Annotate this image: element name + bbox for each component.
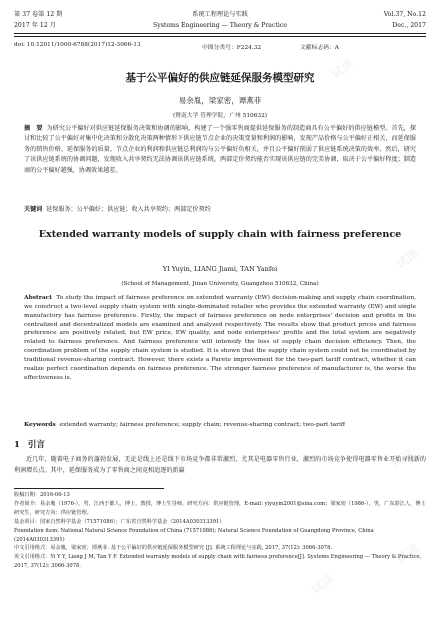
date-cn: 2017 年 12 月 xyxy=(14,22,56,29)
journal-en: Systems Engineering — Theory & Practice xyxy=(152,22,288,29)
authors-en: YI Yuyin, LIANG Jiami, TAN Yanfei xyxy=(162,265,278,273)
volume-cn: 第 37 卷第 12 期 xyxy=(14,11,63,18)
section-heading xyxy=(14,438,53,450)
footnotes xyxy=(14,491,426,571)
doi: doi: 10.12011/1000-6788(2017)12-3066-13 xyxy=(14,42,141,48)
keywords-cn-label: 关键词 xyxy=(24,206,43,213)
section-title: 引言 xyxy=(27,440,45,450)
journal-cn: 系统工程理论与实践 xyxy=(192,11,248,18)
abstract-en-text: To study the impact of fairness preference on extended warranty (EW) decision-making and supply chain coordination, we construct a two-level supply chain system with single-dominated retailer who provides the extended warranty (EW) and single manufactory has fairness preference. Firstly, the impact of fairness preference on node enterprises' decision and profits in the centralized and decentralized models are examined and analyzed respectively. The results show that product prices and fairness preference are positively related, but EW price, EW quality, and node enterprises' profits and the total system are negatively related to fairness preference. And fairness preference will intensify the loss of supply chain decision efficiency. Then, the coordination problem of the supply chain system is studied. It is shown that the supply chain system could not be coordinated by traditional revenue-sharing contract. However, there exists a Pareto improvement for the two-part tariff contract, whether it can realize perfect coordination depends on fairness preference. The stronger fairness preference of manufacturer is, the worse the effectiveness is. xyxy=(24,295,416,381)
abstract-en xyxy=(24,294,419,382)
watermark: 试读 xyxy=(390,346,419,372)
header-rule xyxy=(14,33,426,34)
header-rule-thin xyxy=(14,36,426,37)
keywords-en-text: extended warranty; fairness preference; supply chain; revenue-sharing contract; two-part tariff xyxy=(59,422,346,428)
citation-cn: 中文引用格式：易余胤，梁家密，谭燕菲. 基于公平偏好的供应链延保服务模型研究 [J]. 系统工程理论与实践, 2017, 37(12): 3066-3078. xyxy=(14,545,333,552)
intro-paragraph: 近几年，随着电子商务的蓬勃发展，无论是线上还是线下市场竞争都非常激烈，尤其是电器零售行业，激烈的市场竞争使得电器零售业开始寻找新的利润增长点。其中，延保服务成为了零售商之间竞相追逐的新赢 xyxy=(14,456,426,474)
keywords-cn-text: 延保服务；公平偏好；供应链；收入共享契约；两部定价契约 xyxy=(46,206,211,213)
authors-cn: 易余胤，梁家密，谭燕菲 xyxy=(178,96,262,105)
watermark: 试读 xyxy=(388,446,417,472)
watermark: 试读 xyxy=(328,56,357,82)
watermark: 试读 xyxy=(393,541,422,567)
abstract-cn-label: 摘 要 xyxy=(24,125,43,132)
affiliation-cn: (暨南大学 管理学院，广州 510632) xyxy=(172,113,268,119)
watermark: 试读 xyxy=(308,571,337,597)
author-bio: 作者简介：易余胤（1976-），男，江西于都人，博士，教授，博士生导师，研究方向：供应链管理，E-mail: yiyuyin2001@sina.com；梁家密（1986-），男，广东湛江人，博士研究生，研究方向：供应链管理。 xyxy=(14,500,426,516)
date-en: Dec., 2017 xyxy=(392,22,426,29)
title-en: Extended warranty models of supply chain with fairness preference xyxy=(38,229,402,240)
received-date: 收稿日期：2016-06-13 xyxy=(14,492,70,498)
watermark: 试读 xyxy=(393,246,422,272)
section-number: 1 xyxy=(14,440,20,450)
clc-number: 中图分类号：F224.32 xyxy=(202,45,262,51)
title-cn: 基于公平偏好的供应链延保服务模型研究 xyxy=(125,72,315,84)
keywords-en-label: Keywords xyxy=(24,421,56,428)
abstract-cn-text: 为研究公平偏好对供应链延保服务决策和协调的影响，构建了一个强零售商提供延保服务的制造商具有公平偏好的供应链模型。首先，探讨和比较了公平偏好对集中化决策和分散化决策两种情形下供应链节点企业的决策变量和利润的影响，发现产品价格与公平偏好正相关，而延保服务的销售价格、延保服务的质量、节点企业的利润和供应链总利润均与公平偏好负相关，并且公平偏好削弱了供应链系统决策的效率。然后，研究了该供应链系统的协调问题，发现收入共享契约无法协调该供应链系统。两部定价契约能否实现该供应链的完美协调，取决于公平偏好程度；制造商的公平偏好越强，协调效果越差。 xyxy=(24,125,417,174)
footnote-rule xyxy=(14,488,164,489)
abstract-en-label: Abstract xyxy=(24,294,52,301)
keywords-cn xyxy=(24,205,416,215)
citation-en: 英文引用格式：Yi Y Y, Liang J M, Tan Y F. Extended warranty models of supply chain with fairness preference[J]. Systems Engineering — Theory & Practice, 2017, 37(12): 3066-3078. xyxy=(14,554,422,570)
keywords-en xyxy=(24,420,416,430)
document-code: 文献标志码：A xyxy=(300,45,339,51)
abstract-cn xyxy=(24,124,416,176)
watermark: 试读 xyxy=(388,146,417,172)
volume-en: Vol.37, No.12 xyxy=(383,11,426,18)
affiliation-en: (School of Management, Jinan University, Guangzhou 510632, China) xyxy=(121,281,319,287)
fund-cn: 基金项目：国家自然科学基金（71571086）；广东省自然科学基金（2014A030313391） xyxy=(14,518,225,525)
fund-en: Foundation item: National Natural Science Foundation of China (71571086); Natural Science Foundation of Guangdong Province, China (2014A030313391) xyxy=(14,527,374,543)
